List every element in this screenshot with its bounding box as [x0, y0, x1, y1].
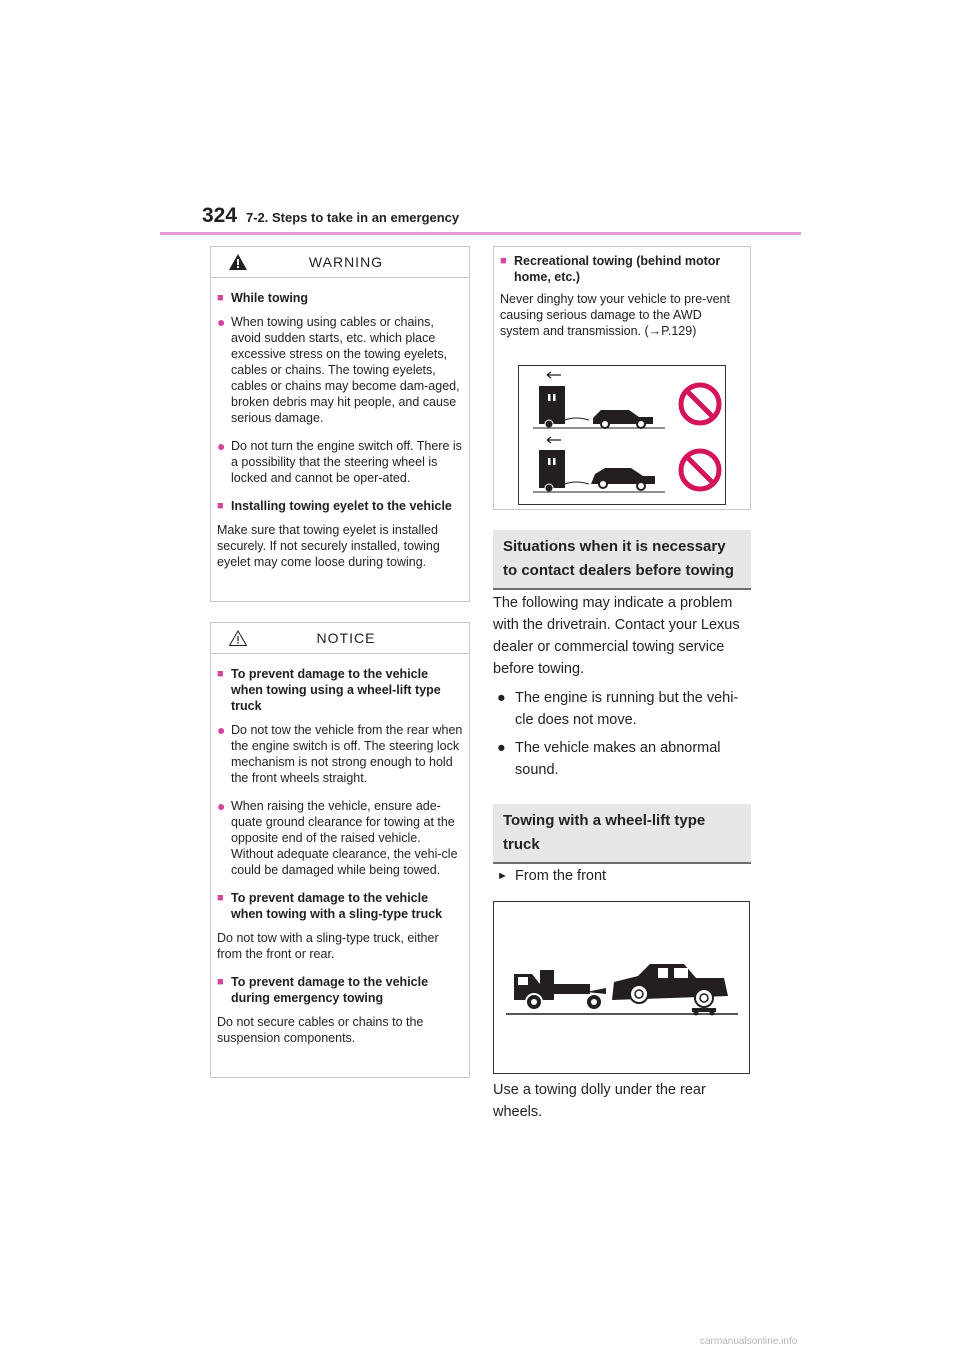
wheel-lift-illustration-frame	[493, 901, 750, 1074]
warning-box	[210, 246, 470, 602]
wheel-lift-heading: Towing with a wheel-lift type truck	[493, 804, 751, 864]
warning-header	[211, 247, 469, 278]
notice-sub1-text: To prevent damage to the vehicle when towing using a wheel-lift type truck	[231, 667, 441, 713]
warning-subheading	[217, 290, 463, 306]
dinghy-tow-prohibited-illustration	[518, 365, 726, 505]
situations-body	[493, 592, 751, 781]
wheel-lift-caption: Use a towing dolly under the rear wheels.	[493, 1082, 706, 1120]
warning-subheading	[217, 498, 463, 514]
notice-bullet	[217, 722, 463, 786]
page-number: 324	[202, 204, 238, 227]
notice-title: NOTICE	[316, 630, 376, 646]
notice-sub2-text: To prevent damage to the vehicle when towing with a sling-type truck	[231, 891, 443, 921]
dot-bullet-icon: ●	[217, 314, 226, 330]
warning-bullet	[217, 438, 463, 486]
watermark: carmanualsonline.info	[700, 1336, 798, 1347]
warning-paragraph: Make sure that towing eyelet is installed securely. If not securely installed, towing eyelet may come loose during towing.	[217, 523, 440, 569]
square-bullet-icon: ■	[217, 668, 224, 680]
black-dot-icon: ●	[497, 740, 506, 756]
dot-bullet-icon: ●	[217, 438, 226, 454]
warning-bullet1-text: When towing using cables or chains, avoid sudden starts, etc. which place excessive stress on the towing eyelets, cables or chains. The towing eyelets, cables or chains may become dam-aged, broken debris may hit people, and cause serious damage.	[231, 315, 460, 425]
from-front-text: From the front	[515, 868, 607, 884]
square-bullet-icon: ■	[217, 976, 224, 988]
notice-bullet2-text: When raising the vehicle, ensure ade-quate ground clearance for towing at the opposite end of the raised vehicle. Without adequate clearance, the vehi-cle could be damaged while being towed.	[231, 799, 458, 877]
situations-bullet	[493, 687, 751, 731]
square-bullet-icon: ■	[217, 892, 224, 904]
warning-title: WARNING	[308, 254, 384, 270]
situations-heading: Situations when it is necessary to contact dealers before towing	[493, 530, 751, 590]
notice-bullet1-text: Do not tow the vehicle from the rear when the engine switch is off. The steering lock mechanism is not strong enough to hold the front wheels straight.	[231, 723, 463, 785]
situations-bullet	[493, 737, 751, 781]
recreational-paragraph: Never dinghy tow your vehicle to pre-vent causing serious damage to the AWD system and transmission. (→P.129)	[500, 292, 730, 338]
notice-box	[210, 622, 470, 1078]
notice-sub3-text: To prevent damage to the vehicle during emergency towing	[231, 975, 429, 1005]
notice-subheading	[217, 666, 463, 714]
warning-bullet2-text: Do not turn the engine switch off. There is a possibility that the steering wheel is locked and cannot be oper-ated.	[231, 439, 462, 485]
square-bullet-icon: ■	[500, 255, 507, 267]
square-bullet-icon: ■	[217, 292, 224, 304]
situations-bullet2-text: The vehicle makes an abnormal sound.	[515, 740, 721, 778]
arrow-icon: ►	[497, 870, 508, 882]
situations-bullet1-text: The engine is running but the vehi-cle does not move.	[515, 690, 739, 728]
warning-sub1-text: While towing	[231, 291, 309, 305]
notice-subheading	[217, 974, 463, 1006]
notice-paragraph: Do not secure cables or chains to the suspension components.	[217, 1015, 424, 1045]
recreational-subheading	[500, 253, 744, 285]
header-rule	[160, 232, 801, 235]
chapter-title: 7-2. Steps to take in an emergency	[246, 210, 460, 225]
dot-bullet-icon: ●	[217, 722, 226, 738]
square-bullet-icon: ■	[217, 500, 224, 512]
recreational-box	[493, 246, 751, 510]
situations-intro: The following may indicate a problem with the drivetrain. Contact your Lexus dealer or commercial towing service before towing.	[493, 595, 740, 677]
warning-sub2-text: Installing towing eyelet to the vehicle	[231, 499, 452, 513]
recreational-title-text: Recreational towing (behind motor home, etc.)	[514, 254, 721, 284]
warning-bullet	[217, 314, 463, 426]
notice-bullet	[217, 798, 463, 878]
notice-paragraph: Do not tow with a sling-type truck, either from the front or rear.	[217, 931, 439, 961]
black-dot-icon: ●	[497, 690, 506, 706]
from-front-row	[493, 865, 751, 887]
dot-bullet-icon: ●	[217, 798, 226, 814]
notice-header	[211, 623, 469, 654]
wheel-lift-truck-illustration	[494, 902, 751, 1075]
notice-subheading	[217, 890, 463, 922]
